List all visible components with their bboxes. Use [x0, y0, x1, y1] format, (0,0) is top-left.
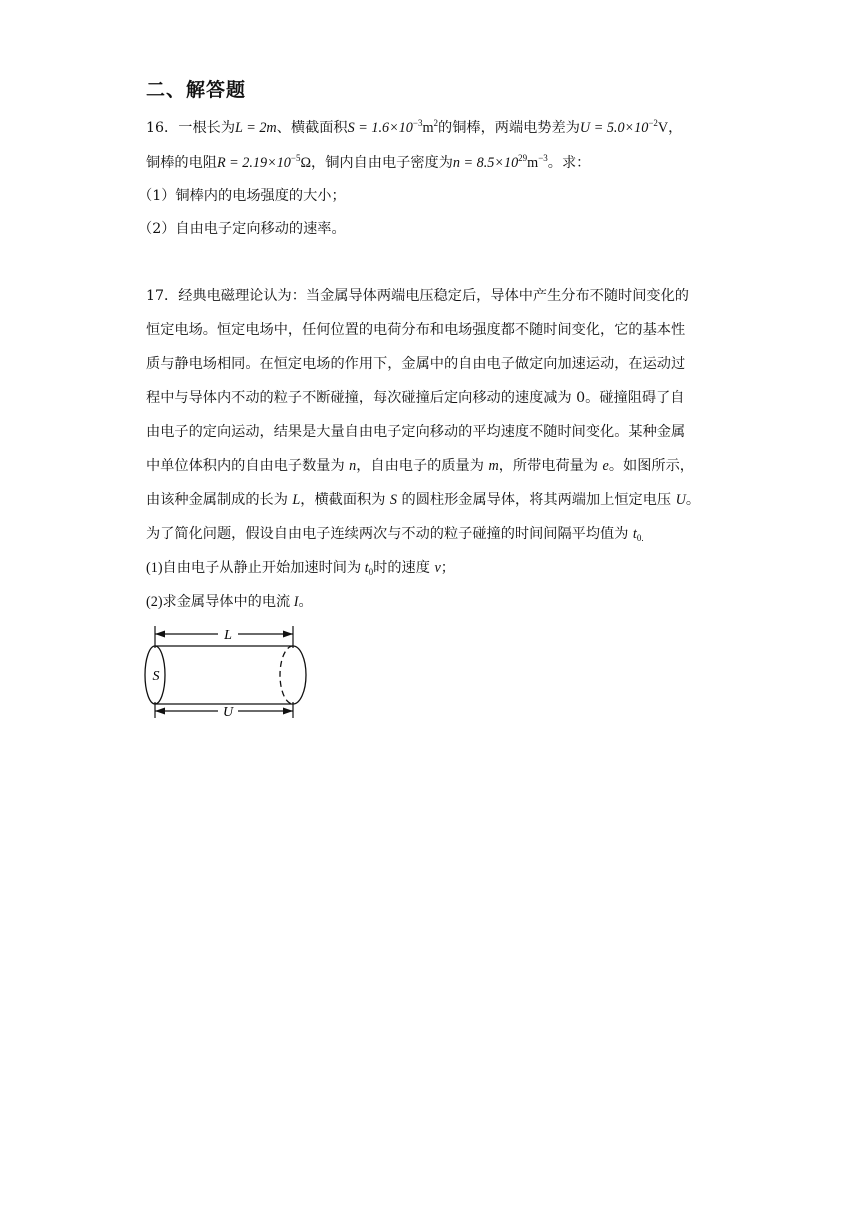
l-arrow-left — [155, 631, 165, 638]
q16-line-1: 16．一根长为L = 2m、横截面积$S = 1.6\times 10^{-3}m^2$的铜棒，两端电势差为$U = 5.0\times 10^{-2}V$， — [146, 118, 683, 136]
q16-S-expr: $S = 1.6\times 10^{-3}m^2$ — [347, 118, 439, 136]
q17-line-3: 质与静电场相同。在恒定电场的作用下，金属中的自由电子做定向加速运动，在运动过 — [146, 356, 686, 372]
q17-subquestion-2: (2)求金属导体中的电流 I。 — [146, 594, 313, 610]
q17-line-1: 17．经典电磁理论认为：当金属导体两端电压稳定后，导体中产生分布不随时间变化的 — [146, 288, 689, 304]
q16-R-expr: $R = 2.19\times 10^{-5}\Omega$ — [216, 153, 312, 171]
q16-n-expr: $n = 8.5\times 10^{29}m^{-3}$ — [452, 153, 548, 171]
cylinder-right-front — [293, 646, 306, 704]
q17-line-5: 由电子的定向运动，结果是大量自由电子定向移动的平均速度不随时间变化。某种金属 — [146, 424, 686, 440]
q17-subquestion-1: (1)自由电子从静止开始加速时间为 $t_0$时的速度 v； — [146, 560, 455, 577]
label-U: U — [222, 705, 234, 720]
q16-L-expr: L = 2m — [235, 120, 277, 136]
section-title: 二、解答题 — [146, 79, 247, 101]
q17-line-8: 为了简化问题，假设自由电子连续两次与不动的粒子碰撞的时间间隔平均值为 $t_{0.}$ — [146, 526, 644, 543]
q17-line-6: 中单位体积内的自由电子数量为 n，自由电子的质量为 m，所带电荷量为 e。如图所示， — [146, 458, 694, 474]
u-arrow-right — [283, 708, 293, 715]
l-arrow-right — [283, 631, 293, 638]
q16-subquestion-2: （2）自由电子定向移动的速率。 — [138, 221, 346, 237]
q17-line-7: 由该种金属制成的长为 L，横截面积为 S 的圆柱形金属导体，将其两端加上恒定电压 U。 — [146, 492, 701, 508]
q16-subquestion-1: （1）铜棒内的电场强度的大小； — [138, 188, 346, 204]
q17-line-4: 程中与导体内不动的粒子不断碰撞，每次碰撞后定向移动的速度减为 0。碰撞阻碍了自 — [146, 390, 685, 406]
q16-U-expr: $U = 5.0\times 10^{-2}V$ — [579, 118, 669, 136]
q16-line-2: 铜棒的电阻$R = 2.19\times 10^{-5}\Omega$，铜内自由电子密度为$n = 8.5\times 10^{29}m^{-3}$。求： — [146, 153, 591, 171]
label-S: S — [152, 669, 160, 684]
cylinder-figure — [140, 622, 320, 722]
cylinder-right-back-dashed — [280, 646, 293, 704]
q17-line-2: 恒定电场。恒定电场中，任何位置的电荷分布和电场强度都不随时间变化，它的基本性 — [146, 322, 686, 338]
u-arrow-left — [155, 708, 165, 715]
label-L: L — [224, 628, 232, 643]
